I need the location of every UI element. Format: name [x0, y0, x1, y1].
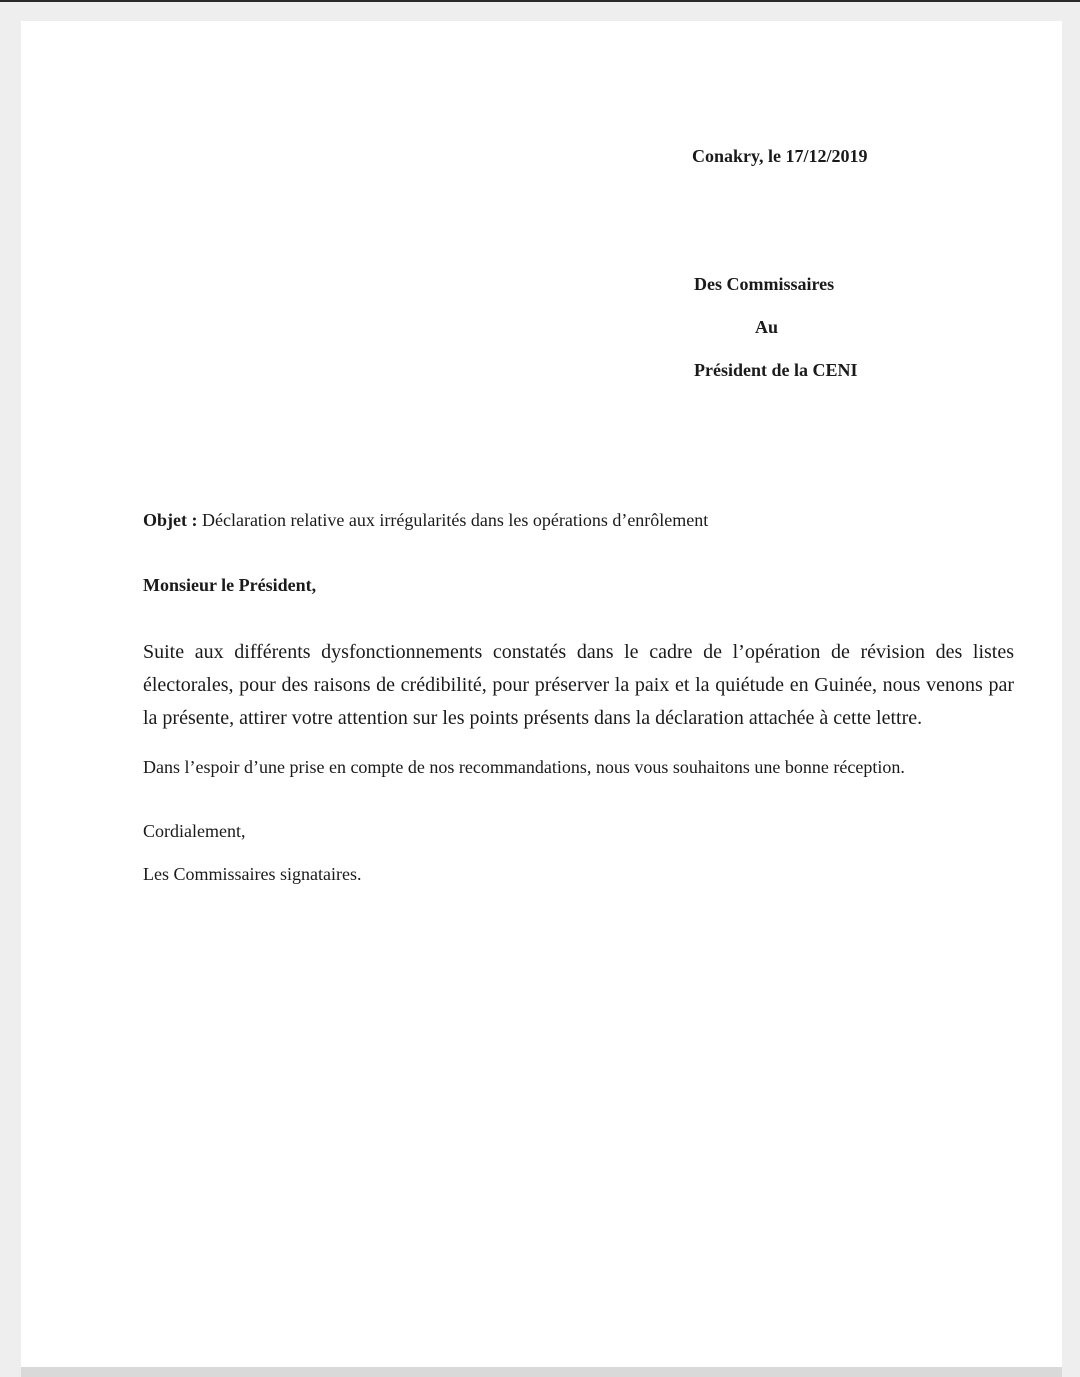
- sign-off: Cordialement,: [143, 821, 246, 841]
- recipient-name: Président de la CENI: [694, 360, 858, 380]
- recipient-from: Des Commissaires: [694, 274, 835, 294]
- closing-paragraph: Dans l’espoir d’une prise en compte de nos recommandations, nous vous souhaitons une bonne réception.: [143, 757, 905, 777]
- subject-line: [143, 509, 708, 531]
- top-border: [0, 0, 1080, 2]
- bottom-shadow: [21, 1367, 1062, 1377]
- recipient-to: Au: [755, 317, 779, 337]
- subject-label: Objet :: [143, 510, 198, 530]
- signatories: Les Commissaires signataires.: [143, 864, 362, 884]
- place-date: Conakry, le 17/12/2019: [692, 146, 868, 166]
- subject-text: Déclaration relative aux irrégularités dans les opérations d’enrôlement: [201, 510, 709, 530]
- body-paragraph: Suite aux différents dysfonctionnements constatés dans le cadre de l’opération de révision des listes électorales, pour des raisons de crédibilité, pour préserver la paix et la quiétude en Guinée, nous venons par la présente, attirer votre attention sur les points présents dans la déclaration attachée à cette lettre.: [143, 641, 1014, 729]
- document-page: [21, 21, 1062, 1367]
- salutation: Monsieur le Président,: [143, 575, 317, 595]
